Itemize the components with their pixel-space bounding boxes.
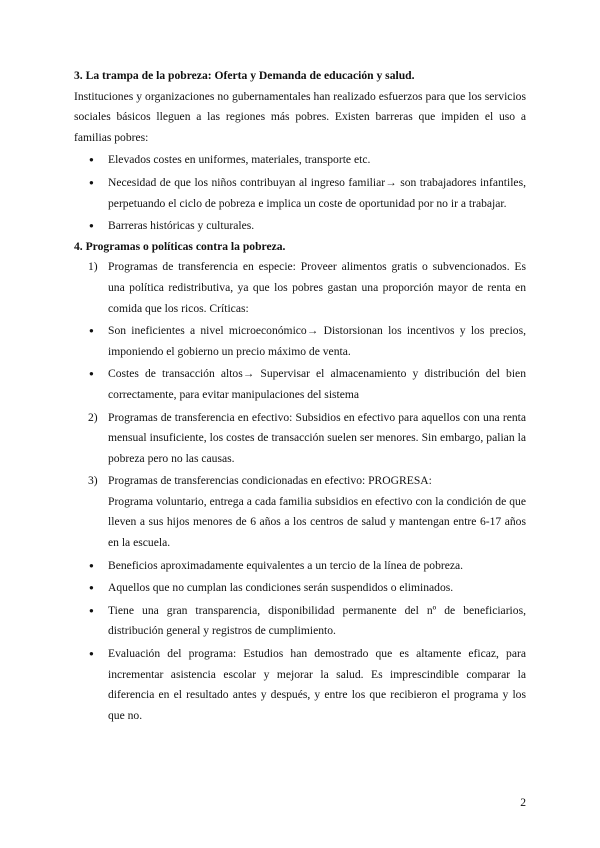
item-number: 2) [88,410,98,424]
list-item-text: Elevados costes en uniformes, materiales, transporte etc. [108,153,371,167]
page-content [74,66,526,726]
bullet-icon: ● [89,221,94,231]
section-4-heading: 4. Programas o políticas contra la pobreza. [74,239,286,253]
list-item [74,321,526,362]
bullet-icon: ● [89,649,94,659]
bullet-icon: ● [89,155,94,165]
list-item [74,173,526,214]
bullet-icon: ● [89,326,94,336]
list-item-text: Tiene una gran transparencia, disponibilidad permanente del nº de beneficiarios, distribución general y registros de cumplimiento. [108,603,526,638]
numbered-item-1 [74,257,526,319]
list-item-text: Son ineficientes a nivel microeconómico→ Distorsionan los incentivos y los precios, imponiendo el gobierno un precio máximo de venta. [108,324,526,358]
list-item-text: Evaluación del programa: Estudios han demostrado que es altamente eficaz, para incrementar asistencia escolar y mejorar la salud. Es imprescindible comparar la diferencia en el resultado antes y después, y entre los que recibieron el programa y los que no. [108,647,526,722]
item-text: Programa voluntario, entrega a cada familia subsidios en efectivo con la condición de que lleven a sus hijos menores de 6 años a los centros de salud y mantengan entre 6-17 años en la escuela. [108,494,526,550]
list-item-text: Beneficios aproximadamente equivalentes a un tercio de la línea de pobreza. [108,558,464,572]
list-item [74,578,526,599]
bullet-icon: ● [89,560,94,570]
list-item-text: Necesidad de que los niños contribuyan al ingreso familiar→ son trabajadores infantiles, perpetuando el ciclo de pobreza e implica un coste de oportunidad por no ir a trabajar. [108,175,526,210]
page-number: 2 [520,796,526,809]
item-number: 1) [88,260,98,274]
item-text: Programas de transferencia en efectivo: Subsidios en efectivo para aquellos con una renta mensual insuficiente, los costes de transacción suelen ser menores. Sin embargo, palian la pobreza pero no las causas. [108,410,526,465]
section-3-heading: 3. La trampa de la pobreza: Oferta y Demanda de educación y salud. [74,69,415,82]
list-item [74,150,526,171]
list-item-text: Costes de transacción altos→ Supervisar el almacenamiento y distribución del bien correctamente, para evitar manipulaciones del sistema [108,367,526,401]
numbered-item-3 [74,471,526,553]
list-item [74,644,526,726]
item-text: Programas de transferencia en especie: Proveer alimentos gratis o subvencionados. Es una política redistributiva, ya que los pobres gastan una proporción mayor de renta en comida que los ricos. Críticas: [108,260,526,315]
numbered-item-2 [74,408,526,470]
bullet-icon: ● [89,605,94,615]
bullet-icon: ● [89,369,94,379]
item-title: Programas de transferencias condicionadas en efectivo: PROGRESA: [108,474,432,488]
section-3-intro: Instituciones y organizaciones no gubernamentales han realizado esfuerzos para que los servicios sociales básicos lleguen a las regiones más pobres. Existen barreras que impiden el uso a familias pobres: [74,89,526,144]
list-item [74,216,526,237]
section-4-list [74,257,526,726]
section-3-bullet-list [74,150,526,236]
item-number: 3) [88,474,98,488]
bullet-icon: ● [89,583,94,593]
list-item [74,364,526,405]
bullet-icon: ● [89,177,94,187]
list-item-text: Barreras históricas y culturales. [108,219,255,233]
list-item [74,556,526,577]
list-item [74,601,526,642]
list-item-text: Aquellos que no cumplan las condiciones serán suspendidos o eliminados. [108,581,454,595]
